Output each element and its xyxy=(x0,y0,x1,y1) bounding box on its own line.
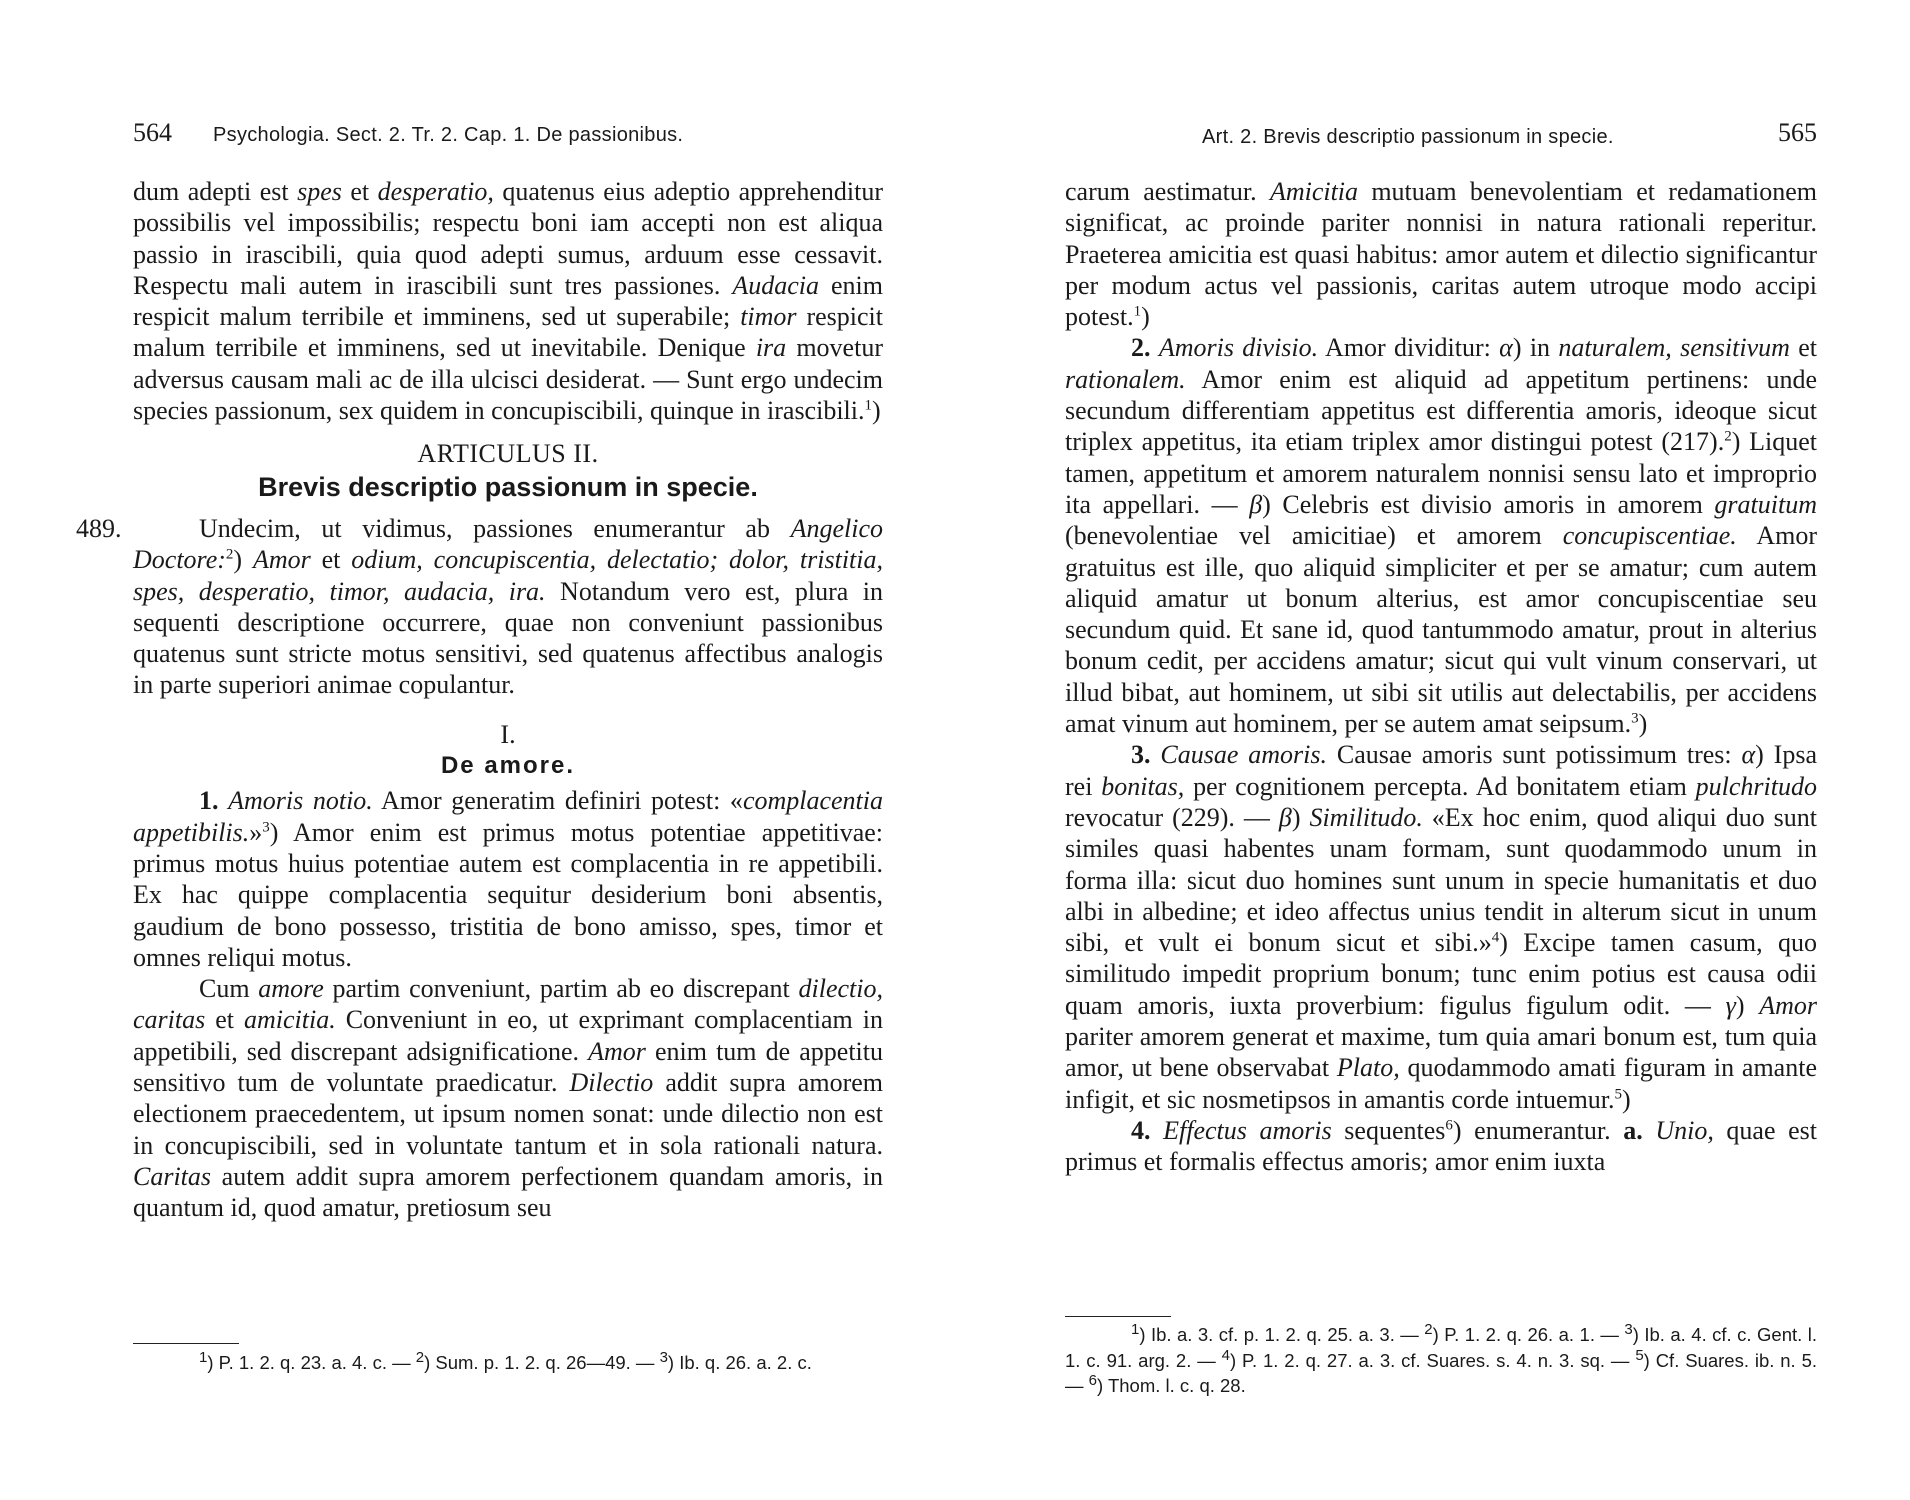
footnote-marker: 4 xyxy=(1491,929,1500,946)
paragraph-effectus-amoris: 4. Effectus amoris sequentes$^6$) enumerantur. a. Unio, quae est primus et formalis effectus amoris; amor enim iuxta xyxy=(1065,1115,1817,1177)
footnote-marker: 2 xyxy=(1724,428,1732,445)
article-title: Brevis descriptio passionum in specie. xyxy=(258,471,758,502)
margin-number: 489. xyxy=(76,513,122,543)
page-number: 564 xyxy=(133,118,172,147)
paragraph-cum-amore: Cum amore partim conveniunt, partim ab eo discrepant dilectio, caritas et amicitia. Conveniunt in eo, ut exprimant complacentiam in appetibili, sed discrepant adsignificatione. Amor enim tum de appetitu sensitivo tum de voluntate praedicatur. Dilectio addit supra amorem electionem praecedentem, ut ipsum nomen sonat: unde dilectio non est in concupiscibili, sed in voluntate tantum et in sola rationali natura. Caritas autem addit supra amorem perfectionem quandam amoris, in quantum id, quod amatur, pretiosum seu xyxy=(133,974,883,1223)
section-title: De amore. xyxy=(440,752,576,780)
running-head: Psychologia. Sect. 2. Tr. 2. Cap. 1. De passionibus. xyxy=(213,124,684,146)
footnote-rule xyxy=(1065,1316,1171,1317)
footnote-marker: 5 xyxy=(1614,1085,1623,1102)
footnote-marker: 3 xyxy=(1631,710,1639,727)
footnote-marker: 3 xyxy=(262,818,270,835)
page-number: 565 xyxy=(1778,118,1817,147)
paragraph-489: 489. Undecim, ut vidimus, passiones enumerantur ab Angelico Doctore:$^2$) Amor et odium, concupiscentia, delectatio; dolor, tristitia, spes, desperatio, timor, audacia, ira. Notandum vero est, plura in sequenti descriptione occurrere, quae non conveniunt passionibus quatenus sunt stricte motus sensitivi, sed quatenus affectibus analogis in parte superiori animae copulantur. xyxy=(76,513,883,700)
paragraph-amoris-notio: 1. Amoris notio. Amor generatim definiri potest: «complacentia appetibilis.»$^3$) Amor enim est primus motus potentiae appetitivae: primus motus huius potentiae autem est complacentia in re appetibili. Ex hac quippe complacentia sequitur desiderium boni absentis, gaudium de bono possesso, tristitia de bono amisso, spes, timor et omnes reliqui motus. xyxy=(133,786,884,972)
paragraph-causae-amoris: 3. Causae amoris. Causae amoris sunt potissimum tres: α) Ipsa rei bonitas, per cognitionem percepta. Ad bonitatem etiam pulchritudo revocatur (229). — β) Similitudo. «Ex hoc enim, quod aliqui duo sunt similes quasi habentes unam formam, sunt quodammodo unum in forma illa: sicut duo homines sunt unum in specie humanitatis et duo albi in albedine; et ideo affectus unius tendit in alterum sicut in unum sibi, et vult ei bonum sicut et sibi.»$^4$) Excipe tamen casum, quo similitudo impedit proprium bonum; tunc enim potius est causa odii quam amoris, iuxta proverbium: figulus figulum odit. — γ) Amor pariter amorem generat et maxime, tum quia amari bonum est, tum quia amor, ut bene observabat Plato, quodammodo amati figuram in amante infigit, et sic nosmetipsos in amantis corde intuemur.$^5$) xyxy=(1065,740,1817,1114)
footnote-marker: 2 xyxy=(225,546,234,563)
left-page-header xyxy=(133,118,883,154)
right-page-header xyxy=(1065,118,1817,154)
paragraph-amoris-divisio: 2. Amoris divisio. Amor dividitur: α) in naturalem, sensitivum et rationalem. Amor enim est aliquid ad appetitum pertinens: unde secundum differentiam appetitus est differentia amoris, ideoque sicut triplex appetitus, ita etiam triplex amor distingui potest (217).$^2$) Liquet tamen, appetitum et amorem naturalem nonnisi sensu lato et improprio ita appellari. — β) Celebris est divisio amoris in amorem gratuitum (benevolentiae vel amicitiae) et amorem concupiscentiae. Amor gratuitus est ille, quo aliquid simpliciter et per se amatur; cum autem aliquid amatur ut bonum alterius, est amor concupiscentiae seu secundum quid. Et sane id, quod tantummodo amatur, prout in alterius bonum cedit, per accidens amatur; sicut qui vult vinum conservari, ut illud bibat, aut hominem, ut sibi sit utilis aut delectabilis, per accidens amat vinum aut hominem, per se autem amat seipsum.$^3$) xyxy=(1065,333,1818,739)
section-number: I. xyxy=(500,719,516,749)
left-footnotes: $^1$) P. 1. 2. q. 23. a. 4. c. — $^2$) Sum. p. 1. 2. q. 26—49. — $^3$) Ib. q. 26. a. 2. c. xyxy=(199,1348,812,1373)
running-head: Art. 2. Brevis descriptio passionum in specie. xyxy=(1202,126,1614,148)
paragraph-carum: carum aestimatur. Amicitia mutuam benevolentiam et redamationem significat, ac proinde pariter nonnisi in natura rationali reperitur. Praeterea amicitia est quasi habitus: amor autem et dilectio significantur per modum actus vel passionis, caritas autem utroque modo accipi potest.$^1$) xyxy=(1065,177,1817,332)
right-footnotes: $^1$) Ib. a. 3. cf. p. 1. 2. q. 25. a. 3. — $^2$) P. 1. 2. q. 26. a. 1. — $^3$) Ib. a. 4. cf. c. Gent. l. 1. c. 91. arg. 2. — $^4$) P. 1. 2. q. 27. a. 3. cf. Suares. s. 4. n. 3. sq. — $^5$) Cf. Suares. ib. n. 5. — $^6$) Thom. l. c. q. 28. xyxy=(1065,1320,1818,1396)
paragraph-intro: dum adepti est spes et desperatio, quatenus eius adeptio apprehenditur possibilis vel impossibilis; respectu boni iam accepti non est aliqua passio in irascibili, quia quod adepti sumus, arduum esse cessavit. Respectu mali autem in irascibili sunt tres passiones. Audacia enim respicit malum terribile et imminens, sed ut superabile; timor respicit malum terribile et imminens, sed ut inevitabile. Denique ira movetur adversus causam mali ac de illa ulcisci desiderat. — Sunt ergo undecim species passionum, sex quidem in concupiscibili, quinque in irascibili.$^1$) xyxy=(133,177,883,426)
left-page-body xyxy=(76,176,884,1224)
footnote-marker: 1 xyxy=(1133,303,1142,320)
right-page-body xyxy=(1065,176,1817,1178)
footnote-rule xyxy=(133,1343,239,1344)
footnote-marker: 6 xyxy=(1445,1117,1453,1134)
article-heading: ARTICULUS II. xyxy=(417,439,599,469)
footnote-marker: 1 xyxy=(864,397,872,414)
